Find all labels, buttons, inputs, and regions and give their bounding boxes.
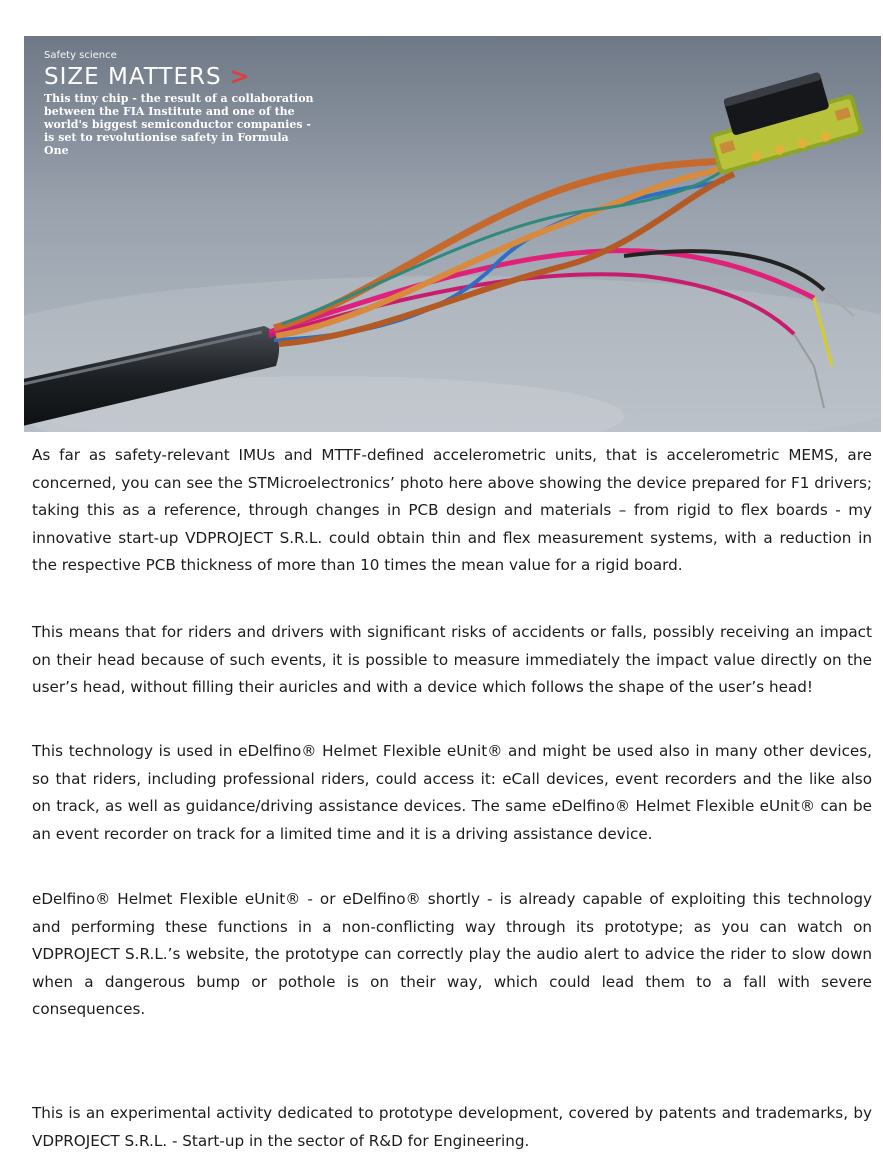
headline-arrow: > (229, 64, 251, 90)
paragraph-2: This means that for riders and drivers with significant risks of accidents or falls, possibly receiving an impact on their head because of such events, it is possible to measure immediately the impact value directly on the user’s head, without filling their auricles and with a device which follows the shape of the user’s head! (32, 623, 872, 696)
paragraph-1: As far as safety-relevant IMUs and MTTF-defined accelerometric units, that is accelerometric MEMS, are concerned, you can see the STMicroelectronics’ photo here above showing the device prepared for F1 drivers; taking this as a reference, through changes in PCB design and materials – from rigid to flex boards - my innovative start-up VDPROJECT S.R.L. could obtain thin and flex measurement systems, with a reduction in the respective PCB thickness of more than 10 times the mean value for a rigid board. (32, 446, 872, 574)
kicker: Safety science (44, 50, 117, 61)
headline (44, 64, 314, 90)
subtitle: This tiny chip - the result of a collaboration between the FIA Institute and one of the world's biggest semiconductor companies - is set to revolutionise safety in Formula One (44, 92, 314, 157)
headline-text: SIZE MATTERS (44, 64, 222, 90)
hero-photo (24, 36, 881, 432)
paragraph-5: This is an experimental activity dedicated to prototype development, covered by patents and trademarks, by VDPROJECT S.R.L. - Start-up in the sector of R&D for Engineering. (32, 1104, 872, 1150)
photo-caption (44, 50, 314, 157)
paragraph-4: eDelfino® Helmet Flexible eUnit® - or eDelfino® shortly - is already capable of exploiting this technology and performing these functions in a non-conflicting way through its prototype; as you can watch on VDPROJECT S.R.L.’s website, the prototype can correctly play the audio alert to advice the rider to slow down when a dangerous bump or pothole is on their way, which could lead them to a fall with severe consequences. (32, 890, 872, 1018)
paragraph-3: This technology is used in eDelfino® Helmet Flexible eUnit® and might be used also in many other devices, so that riders, including professional riders, could access it: eCall devices, event recorders and the like also on track, as well as guidance/driving assistance devices. The same eDelfino® Helmet Flexible eUnit® can be an event recorder on track for a limited time and it is a driving assistance device. (32, 742, 872, 843)
